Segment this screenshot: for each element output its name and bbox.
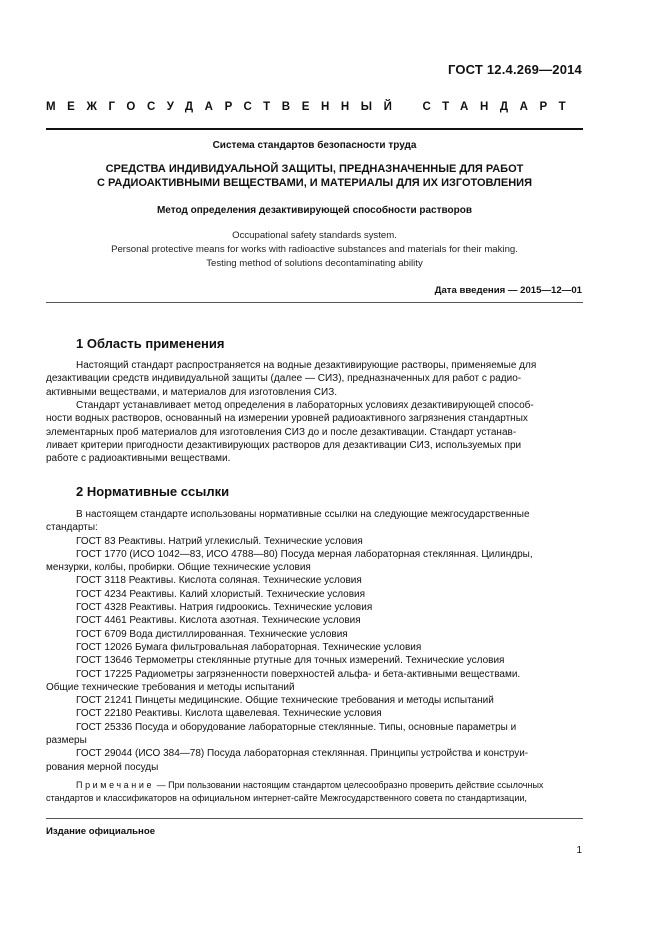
english-title-line-1: Occupational safety standards system. [232,230,397,241]
footer-divider [46,818,583,819]
text-line: элементарных проб материалов для изготовления СИЗ до и после дезактивации. Стандарт устанав- [46,426,517,438]
method-title: Метод определения дезактивирующей способности растворов [156,205,473,216]
reference-line: ГОСТ 17225 Радиометры загрязненности поверхностей альфа- и бета-активными веществами. [76,668,521,680]
reference-line: рования мерной посуды [46,761,159,773]
document-title [46,162,583,190]
system-title: Система стандартов безопасности труда [212,140,417,151]
reference-line: стандарты: [46,522,98,534]
text-line: Стандарт устанавливает метод определения в лабораторных условиях дезактивирующей способ- [76,400,534,411]
interstate-word: МЕЖГОСУДАРСТВЕННЫЙ [46,101,404,113]
note-label: Примечание [76,780,155,790]
reference-line: ГОСТ 3118 Реактивы. Кислота соляная. Технические условия [76,575,362,587]
reference-line: Общие технические требования и методы испытаний [46,681,295,693]
document-title-line-1: СРЕДСТВА ИНДИВИДУАЛЬНОЙ ЗАЩИТЫ, ПРЕДНАЗНАЧЕННЫЕ ДЛЯ РАБОТ [105,163,524,175]
reference-line: ГОСТ 29044 (ИСО 384—78) Посуда лабораторная стеклянная. Принципы устройства и конструи- [76,748,529,760]
middle-divider [46,302,583,303]
reference-line: ГОСТ 1770 (ИСО 1042—83, ИСО 4788—80) Посуда мерная лабораторная стеклянная. Цилиндры, [76,548,533,560]
text-line: активными веществами, и материалов для изготовления СИЗ. [46,386,338,398]
note-text: — При пользовании настоящим стандартом целесообразно проверить действие ссылочных [154,780,544,790]
reference-line: ГОСТ 22180 Реактивы. Кислота щавелевая. Технические условия [76,708,382,720]
document-title-line-2: С РАДИОАКТИВНЫМИ ВЕЩЕСТВАМИ, И МАТЕРИАЛЫ ДЛЯ ИХ ИЗГОТОВЛЕНИЯ [96,177,532,189]
introduction-date: Дата введения — 2015—12—01 [434,285,582,296]
top-divider [46,128,583,130]
page-number: 1 [576,845,582,856]
reference-line: В настоящем стандарте использованы нормативные ссылки на следующие межгосударственные [76,509,530,520]
english-title-line-2: Personal protective means for works with radioactive substances and materials for their making. [111,244,518,255]
reference-line: ГОСТ 21241 Пинцеты медицинские. Общие технические требования и методы испытаний [76,695,494,707]
text-line: ливает критерии пригодности дезактивирующих растворов для дезактивации СИЗ, используемых при [46,439,522,451]
reference-line: ГОСТ 13646 Термометры стеклянные ртутные для точных измерений. Технические условия [76,655,505,667]
section-2-heading: 2 Нормативные ссылки [76,484,230,499]
section-1-paragraph-1 [46,359,583,399]
normative-references-list [46,508,583,774]
reference-line: ГОСТ 4234 Реактивы. Калий хлористый. Технические условия [76,588,366,600]
gost-number: ГОСТ 12.4.269—2014 [447,62,582,77]
english-title-line-3: Testing method of solutions decontaminating ability [206,258,423,269]
section-1-heading: 1 Область применения [76,336,225,351]
reference-line: размеры [46,735,87,747]
reference-line: ГОСТ 25336 Посуда и оборудование лабораторные стеклянные. Типы, основные параметры и [76,721,517,733]
reference-line: ГОСТ 4328 Реактивы. Натрия гидроокись. Технические условия [76,602,373,614]
standard-word: СТАНДАРТ [422,101,578,113]
text-line: ности водных растворов, основанный на измерении уровней радиоактивного загрязнения стандартных [46,413,528,425]
section-1-paragraph-2 [46,399,583,465]
reference-line: ГОСТ 12026 Бумага фильтровальная лабораторная. Технические условия [76,641,422,653]
reference-line: ГОСТ 6709 Вода дистиллированная. Технические условия [76,628,348,640]
reference-line: мензурки, колбы, пробирки. Общие технические условия [46,562,311,574]
english-title [46,229,583,271]
reference-line: ГОСТ 83 Реактивы. Натрий углекислый. Технические условия [76,535,363,547]
official-edition-label: Издание официальное [46,826,156,837]
interstate-standard-banner [46,101,577,113]
text-line: дезактивации средств индивидуальной защиты (далее — СИЗ), предназначенных для работ с радио- [46,373,522,385]
note-line-2: стандартов и классификаторов на официальном интернет-сайте Межгосударственного совета по стандартизации, [46,792,527,803]
note-block [46,779,583,804]
note-line-1 [46,779,583,792]
text-line: Настоящий стандарт распространяется на водные дезактивирующие растворы, применяемые для [76,360,537,371]
text-line: работе с радиоактивными веществами. [46,453,231,465]
reference-line: ГОСТ 4461 Реактивы. Кислота азотная. Технические условия [76,615,361,627]
